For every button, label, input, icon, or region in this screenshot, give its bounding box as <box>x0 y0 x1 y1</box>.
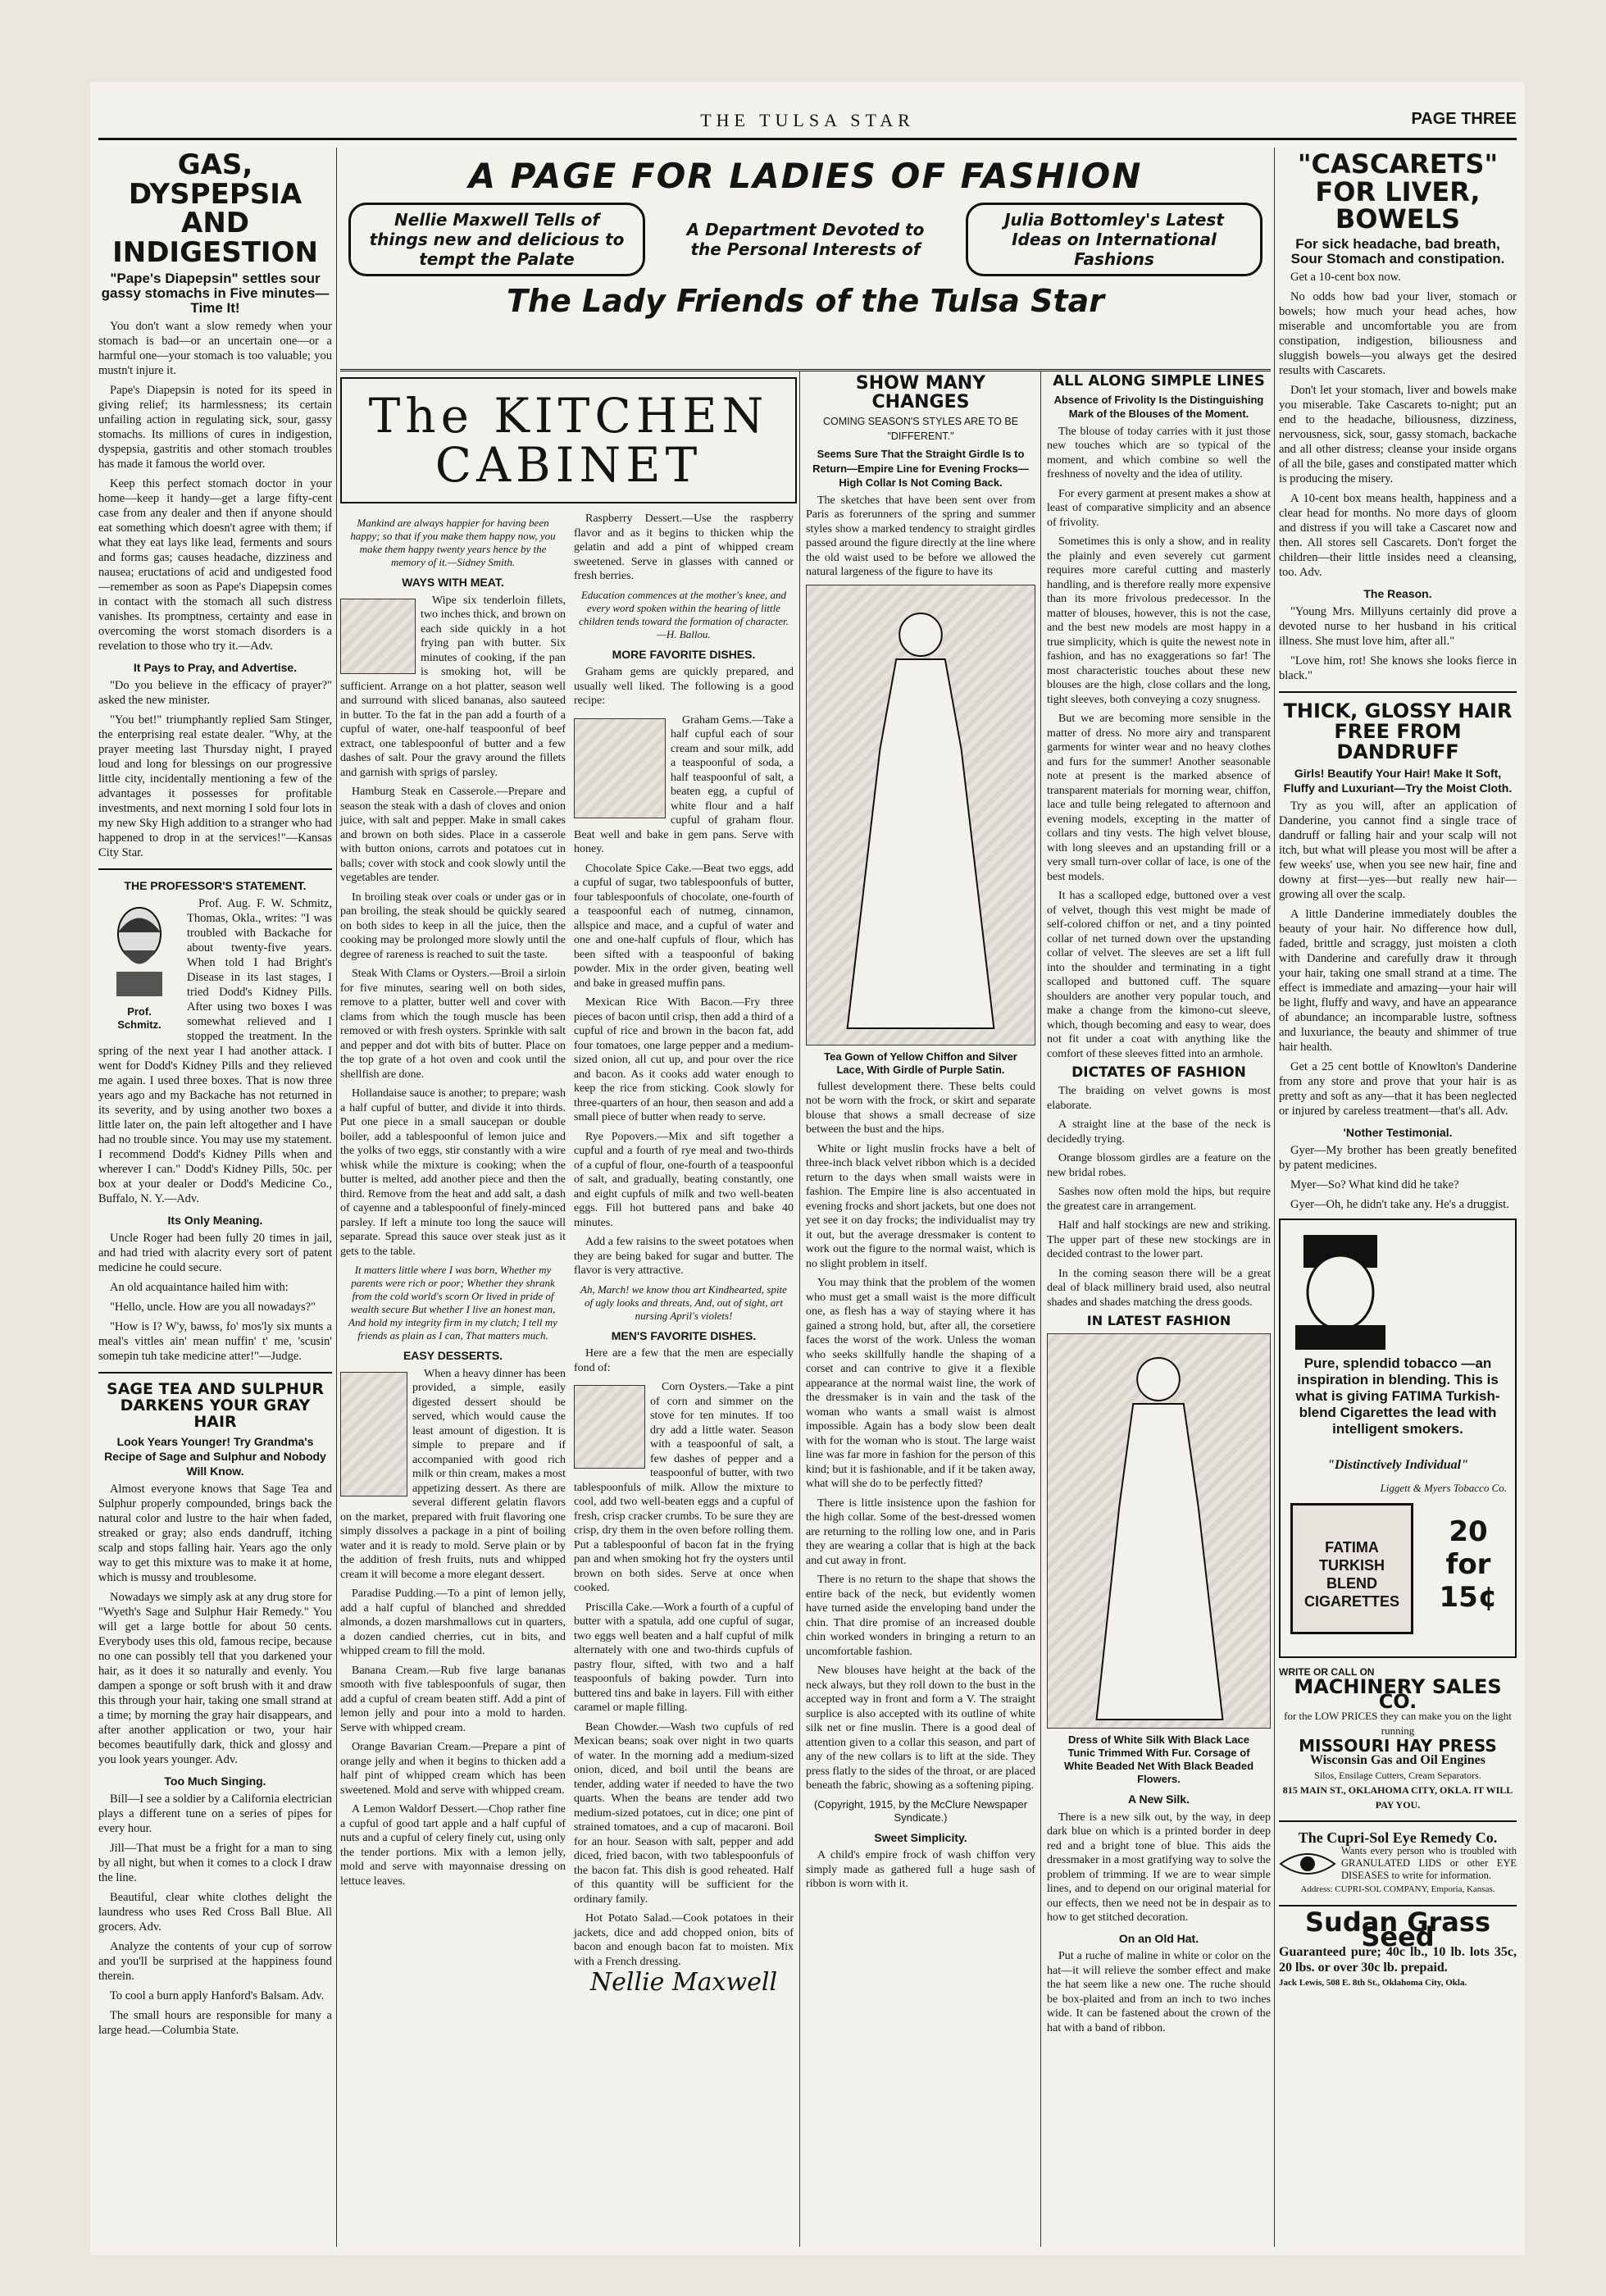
paragraph: Gyer—My brother has been greatly benefited by patent medicines. <box>1279 1144 1517 1173</box>
paragraph: You may think that the problem of the women who must get a small waist is the more difficult one, as flesh has a way of staying where it has gained a strong hold, but, after all, the corsetiere faces the worst of the work. Unless the woman who seeks skillfully handle the shaping of a corset and can contrive to give it a flexible appearance at the normal waist line, the work of the dressmaker is in vain and the task of the woman who wants a small waist is almost impossible. Again has a body slow been dealt with for the woman who is stout. The large waist line was far more in fashion for the person of this kind; but it is fashionable, and if it be taken away, what will she do to be perfectly fitted? <box>806 1277 1035 1491</box>
paragraph: Mexican Rice With Bacon.—Fry three pieces of bacon until crisp, then add a third of a cupful of rice and brown in the bacon fat, add four tomatoes, one large pepper and a medium-sized onion, all cut up, and pour over the rice and bacon. As it cooks add water enough to keep the rice from sticking. Cook slowly for three-quarters of an hour, then season and add a small piece of butter when ready to serve. <box>574 996 794 1123</box>
baking-illustration <box>574 718 666 818</box>
paragraph: Bill—I see a soldier by a California electrician plays a different tune on a series of pipes for every hour. <box>98 1792 332 1835</box>
fatima-text: Pure, splendid tobacco —an inspiration in blending. This is what is giving FATIMA Turkish-blend Cigarettes the lead with intelligent smokers. <box>1295 1355 1500 1437</box>
column-rule <box>1040 371 1041 2247</box>
headline-glossy-hair: THICK, GLOSSY HAIR FREE FROM DANDRUFF <box>1283 699 1513 764</box>
machinery-ad-line: Wisconsin Gas and Oil Engines <box>1310 1753 1485 1768</box>
sudan-grass-body: Guaranteed pure; 40c lb., 10 lb. lots 35c, 20 lbs. or over 30c lb. prepaid. <box>1279 1945 1517 1975</box>
paragraph: The braiding on velvet gowns is most elaborate. <box>1047 1085 1271 1112</box>
paragraph: fullest development there. These belts could not be worn with the frock, or skirt and separate blouse that shows a small decrease of size between the bust and the hips. <box>806 1080 1035 1137</box>
subheading: THE PROFESSOR'S STATEMENT. <box>124 878 307 892</box>
machinery-ad-title: MACHINERY SALES CO. <box>1294 1675 1502 1714</box>
banner-middle: A Department Devoted to the Personal Interests of <box>686 220 925 259</box>
column-rule <box>1274 148 1275 2247</box>
paragraph: Put a ruche of maline in white or color on the hat—it will relieve the somber effect and make the hat seem like a new one. The ruche should be box-plaited and from an inch to two inches wide. It can be fastened about the crown of the hat with a band of ribbon. <box>1047 1950 1271 2034</box>
newspaper-page <box>90 82 1525 2255</box>
subheading: MORE FAVORITE DISHES. <box>612 647 756 661</box>
smoker-portrait <box>1287 1227 1394 1350</box>
paragraph: A child's empire frock of wash chiffon very simply made as gathered full a huge sash of ribbon is worn with it. <box>806 1849 1035 1891</box>
paragraph: To cool a burn apply Hanford's Balsam. Adv. <box>110 1988 325 2002</box>
fatima-price: 20 for 15¢ <box>1439 1515 1498 1615</box>
paragraph: Hollandaise sauce is another; to prepare; wash a half cupful of butter, and divide it into thirds. Put one piece in a small saucepan or double boiler, add a tablespoonful of lemon juice and the yolks of two eggs, stir constantly with a wire whisk while the mixture is cooking; when the butter is melted, add another piece and then the third. Remove from the heat and add salt, a dash of cayenne and a tablespoonful of finely-minced parsley. If left a minute too long the sauce will separate. Spread this sauce over steak just as it gets to the table. <box>340 1087 566 1258</box>
divider <box>98 868 332 870</box>
paragraph: Hamburg Steak en Casserole.—Prepare and season the steak with a dash of cloves and onion juice, with salt and pepper. Make in small cakes and brown on both sides. Place in a casserole with button onions, carrots and potatoes cut in balls; cover with stock and cook slowly until the vegetables are tender. <box>340 786 566 884</box>
headline-dictates: DICTATES OF FASHION <box>1071 1064 1246 1082</box>
banner-right-pill: Julia Bottomley's Latest Ideas on International Fashions <box>966 203 1263 276</box>
subheading: EASY DESSERTS. <box>403 1349 503 1362</box>
signature: Nellie Maxwell <box>589 1968 778 1997</box>
cupri-sol-ad-title: The Cupri-Sol Eye Remedy Co. <box>1298 1829 1498 1847</box>
paragraph: Pape's Diapepsin is noted for its speed in giving relief; its harmlessness; its certain unfailing action in regulating sick, sour, gassy stomachs. Its millions of cures in indigestion, dyspepsia, gastritis and other stomach troubles has made it famous the world over. <box>98 383 332 471</box>
headline-latest-fashion: IN LATEST FASHION <box>1086 1313 1231 1329</box>
paragraph: New blouses have height at the back of the neck always, but they roll down to the bust in the accepted way in front and form a V. The straight surplice is also accepted with its outline of white silk net or fine muslin. There is a good deal of attention given to a collar this season, and part of any of the new collars is to lift at the side. They press flatly to the sides of the throat, or are placed beneath the fabric, showing as a softening piping. <box>806 1665 1035 1793</box>
machinery-ad-line: for the LOW PRICES they can make you on the light running <box>1284 1710 1512 1738</box>
column-right <box>1279 148 1517 2247</box>
subheading: The Reason. <box>1363 586 1432 600</box>
tea-gown-illustration <box>806 585 1035 1046</box>
section-columns <box>340 371 1271 2247</box>
copyright: (Copyright, 1915, by the McClure Newspaper Syndicate.) <box>813 1797 1028 1824</box>
kitchen-cabinet-logo: The KITCHEN CABINET <box>340 377 797 503</box>
subheading: 'Nother Testimonial. <box>1343 1126 1453 1140</box>
paragraph: A straight line at the base of the neck is decidedly trying. <box>1047 1118 1271 1146</box>
paragraph: Orange Bavarian Cream.—Prepare a pint of orange jelly and when it begins to thicken add a half pint of whipped cream which has been sweetened. Mold and serve with whipped cream. <box>340 1741 566 1797</box>
machinery-ad-line: Silos, Ensilage Cutters, Cream Separators. <box>1314 1770 1481 1782</box>
paragraph: Sometimes this is only a show, and in reality the plainly and even severely cut garment requires more careful cutting and masterly handling, and is therefore really more expensive than its more frivolous predecessor. In the matter of blouses, however, this is not the case, and the best new models are most happy in a true simplicity, which is quite the newest note in fashion, and has no exaggerations so far! The most characteristic touches about these new blouses are the high, close collars and the long, tight sleeves, both conveying a cozy snugness. <box>1047 535 1271 706</box>
sudan-grass-address: Jack Lewis, 508 E. 8th St., Oklahoma City, Okla. <box>1279 1978 1467 1988</box>
paragraph: In the coming season there will be a great deal of black millinery braid used, also neutral shades and shades matching the dress goods. <box>1047 1267 1271 1309</box>
show-many-changes-column <box>806 371 1035 2247</box>
paragraph: Analyze the contents of your cup of sorrow and you'll be surprised at the happiness found therein. <box>98 1939 332 1983</box>
subhead-sage: Look Years Younger! Try Grandma's Recipe of Sage and Sulphur and Nobody Will Know. <box>104 1434 326 1478</box>
subheading: Its Only Meaning. <box>167 1213 263 1227</box>
paragraph: "Young Mrs. Millyuns certainly did prove a devoted nurse to her husband in his critical illness. She must love him, after all." <box>1279 604 1517 648</box>
paragraph: "Hello, uncle. How are you all nowadays?" <box>110 1300 316 1314</box>
simple-lines-column <box>1047 371 1271 2247</box>
paragraph: The sketches that have been sent over from Paris as forerunners of the spring and summer styles show a marked tendency to straight girdles passed around the figure directly at the line where the old waist used to be before we allowed the natural largeness of the figure to have its <box>806 494 1035 579</box>
paragraph: No odds how bad your liver, stomach or bowels; how much your head aches, how miserable and uncomfortable you are from constipation, indigestion, biliousness and sluggish bowels—you always get the desired results with Cascarets. <box>1279 289 1517 377</box>
ladies-fashion-section <box>340 148 1271 2247</box>
cupri-sol-ad-body-row <box>1279 1845 1517 1882</box>
paragraph: Nowadays we simply ask at any drug store for "Wyeth's Sage and Sulphur Hair Remedy." You will get a large bottle for about 50 cents. Everybody uses this old, famous recipe, because no one can possibly tell that you darkened your hair, as it does it so naturally and evenly. You dampen a sponge or soft brush with it and draw this through your hair, taking one small strand at a time; by morning the gray hair disappears, and after another application or two, your hair becomes beautifully dark, thick and glossy and you look years younger. Adv. <box>98 1590 332 1766</box>
paragraph: Get a 10-cent box now. <box>1290 270 1401 284</box>
paragraph: The small hours are responsible for many a large head.—Columbia State. <box>98 2008 332 2037</box>
sudan-grass-title: Sudan Grass Seed <box>1305 1906 1490 1953</box>
column-left <box>98 148 332 2247</box>
paragraph: Chocolate Spice Cake.—Beat two eggs, add a cupful of sugar, two tablespoonfuls of butter, four tablespoonfuls of chocolate, one-fourth of a teaspoonful each of nutmeg, cinnamon, allspice and mace, and a cupful of water and one and one-half cupfuls of flour, which has been sifted with a teaspoonful of baking powder. Mix in the order given, beating well and bake in greased muffin pans. <box>574 862 794 990</box>
fatima-pack: FATIMA TURKISH BLEND CIGARETTES <box>1290 1503 1413 1634</box>
column-rule <box>336 148 337 2247</box>
paragraph: Here are a few that the men are especially fond of: <box>574 1347 794 1374</box>
divider <box>1279 1820 1517 1822</box>
paragraph: "How is I? W'y, bawss, fo' mos'ly six munts a meal's vittles ain' mean nuffin' t' me, 'scusin' somepin tuh take medicine atter!"—Judge. <box>98 1319 332 1363</box>
paragraph: The blouse of today carries with it just those new touches which are so typical of the moment, and which combine so well the freshness of novelty and the idea of utility. <box>1047 425 1271 481</box>
paragraph: Beautiful, clear white clothes delight the laundress who uses Red Cross Ball Blue. All grocers. Adv. <box>98 1890 332 1934</box>
pitcher-illustration <box>340 1372 407 1496</box>
subhead-papes: "Pape's Diapepsin" settles sour gassy stomachs in Five minutes—Time It! <box>101 270 330 316</box>
paragraph: An old acquaintance hailed him with: <box>110 1280 289 1294</box>
kitchen-poem: It matters little where I was born, Whether my parents were rich or poor; Whether they shrank from the cold world's scorn Or lived in pride of wealth secure But whether I live an honest man, And hold my integrity firm in my clutch; I tell my friends as plain as I can, That matters much. <box>348 1264 557 1342</box>
paragraph: Uncle Roger had been fully 20 times in jail, and had tried with alacrity every sort of patent medicine he could secure. <box>98 1231 332 1274</box>
paragraph: White or light muslin frocks have a belt of three-inch black velvet ribbon which is a decided return to the days when small waists were in fashion. The Empire line is also accentuated in evening frocks and short jackets, but one does not yet see it on day frocks; the individualist may try it out, but the average dressmaker is content to work out the figure to the normal waist, which is no slight problem in itself. <box>806 1142 1035 1270</box>
paragraph: Try as you will, after an application of Danderine, you cannot find a single trace of dandruff or falling hair and your scalp will not itch, but what will please you most will be after a few weeks' use, when you see new hair, fine and downy at first—yes—but really new hair—growing all over the scalp. <box>1279 800 1517 902</box>
paragraph: A 10-cent box means health, happiness and a clear head for months. No more days of gloom and distress if you will take a Cascaret now and then. All stores sell Cascarets. Don't forget the children—their little insides need a cleansing, too. Adv. <box>1279 491 1517 579</box>
paragraph: But we are becoming more sensible in the matter of dress. No more airy and transparent garments for winter wear and no heavy clothes and furs for the summer! Another seasonable note at present is the marked absence of transparent materials for morning wear, chiffon, lace and tulle being relegated to afternoon and evening models, excepting in the matter of collars and tiny vests. The high velvet blouse, with long sleeves and an upstanding frill or a very small turn-over collar of lace, is one of the best models. <box>1047 713 1271 883</box>
divider <box>98 1372 332 1374</box>
frying-pan-illustration <box>340 599 416 674</box>
subheading: Sweet Simplicity. <box>874 1830 967 1844</box>
paragraph: Banana Cream.—Rub five large bananas smooth with five tablespoonfuls of sugar, then add a cupful of cream beaten stiff. Add a pint of lemon jelly and pour into a mold to harden. Serve with whipped cream. <box>340 1664 566 1734</box>
paragraph: You don't want a slow remedy when your stomach is bad—or an uncertain one—or a harmful one—your stomach is too valuable; you mustn't injure it. <box>98 319 332 377</box>
paragraph: Jill—That must be a fright for a man to sing by all night, but when it comes to a clock I draw the line. <box>98 1841 332 1884</box>
paragraph: Graham Gems.—Take a half cupful each of sour cream and sour milk, add a teaspoonful of soda, a half teaspoonful of salt, a beaten egg, a cupful of white flour and a half cupful of graham flour. Beat well and bake in gem pans. Serve with honey. <box>574 713 794 855</box>
march-poem: Ah, March! we know thou art Kindhearted, spite of ugly looks and threats, And, out of sight, art nursing April's violets! <box>580 1282 787 1322</box>
fatima-slogan: "Distinctively Individual" <box>1327 1458 1468 1473</box>
subheading: A New Silk. <box>1128 1793 1190 1806</box>
paragraph: Rye Popovers.—Mix and sift together a cupful and a fourth of rye meal and two-thirds of a cupful of flour, one-fourth of a teaspoonful of salt, and gradually, beating constantly, one and eight cupfuls of milk and two well-beaten eggs. Fill hot buttered pans and bake 40 minutes. <box>574 1130 794 1229</box>
banner-title: A PAGE FOR LADIES OF FASHION <box>468 156 1143 196</box>
banner-left-pill: Nellie Maxwell Tells of things new and delicious to tempt the Palate <box>348 203 645 276</box>
spacer <box>574 371 794 512</box>
paragraph: Steak With Clams or Oysters.—Broil a sirloin for five minutes, searing well on both sides, remove to a platter, butter well and cover with clams from which the tough muscle has been removed or with fresh oysters. Sprinkle with salt and pepper and dot with bits of butter. Place on the top grate of a hot oven and cook until the shellfish are done. <box>340 968 566 1081</box>
dress-caption: Dress of White Silk With Black Lace Tunic Trimmed With Fur. Corsage of White Beaded Net With Black Beaded Flowers. <box>1063 1733 1254 1786</box>
paragraph: Gyer—Oh, he didn't take any. He's a druggist. <box>1290 1198 1509 1212</box>
divider <box>1279 691 1517 693</box>
page-number: PAGE THREE <box>1411 110 1517 128</box>
paragraph: Orange blossom girdles are a feature on the new bridal robes. <box>1047 1152 1271 1179</box>
paragraph: Add a few raisins to the sweet potatoes when they are being baked for sugar and butter. The flavor is very attractive. <box>574 1236 794 1277</box>
masthead <box>98 105 1517 140</box>
headline-gas-dyspepsia: GAS, DYSPEPSIA AND INDIGESTION <box>112 148 318 270</box>
gown-caption: Tea Gown of Yellow Chiffon and Silver Lace, With Girdle of Purple Satin. <box>824 1050 1017 1076</box>
fatima-ad <box>1279 1219 1517 1658</box>
paragraph: There is little insistence upon the fashion for the high collar. Some of the best-dressed women are returning to the rolling low one, and in Paris they are wearing a collar that is high at the back and cut away in front. <box>806 1496 1035 1567</box>
subhead: COMING SEASON'S STYLES ARE TO BE "DIFFERENT." <box>822 416 1019 442</box>
subheading: It Pays to Pray, and Advertise. <box>133 660 298 674</box>
paragraph: Hot Potato Salad.—Cook potatoes in their jackets, dice and add chopped onion, bits of bacon and enough bacon fat to moisten. Mix with a French dressing. <box>574 1912 794 1968</box>
paragraph: A little Danderine immediately doubles the beauty of your hair. No difference how dull, faded, brittle and scraggy, just moisten a cloth with Danderine and carefully draw it through your hair, taking one small strand at a time. The effect is immediate and amazing—your hair will be light, fluffy and wavy, and have an appearance of abundance; an incomparable lustre, softness and luxuriance, the beauty and shimmer of true hair health. <box>1279 908 1517 1055</box>
machinery-ad-line: 815 MAIN ST., OKLAHOMA CITY, OKLA. IT WILL PAY YOU. <box>1282 1784 1513 1811</box>
dress-figure <box>1048 1334 1270 1728</box>
cupri-sol-ad-body: Wants every person who is troubled with GRANULATED LIDS or other EYE DISEASES to write for information. <box>1341 1845 1517 1882</box>
paragraph: Priscilla Cake.—Work a fourth of a cupful of butter with a spatula, add one cupful of sugar, two eggs well beaten and a half cupful of milk alternately with one and two-thirds cupfuls of pastry flour, sifted, with two and a half teaspoonfuls of baking powder. Turn into buttered tins and bake in layers. Fill with either caramel or maple filling. <box>574 1601 794 1714</box>
subhead: Seems Sure That the Straight Girdle Is to Return—Empire Line for Evening Frocks—High Collar Is Not Coming Back. <box>812 448 1029 490</box>
education-quote: Education commences at the mother's knee, and every word spoken within the hearing of little children tends toward the formation of character.—H. Ballou. <box>579 588 789 640</box>
headline-cascarets: "CASCARETS" FOR LIVER, BOWELS <box>1297 148 1499 235</box>
paragraph: Keep this perfect stomach doctor in your home—keep it handy—get a large fifty-cent case from any dealer and then if anyone should eat something which doesn't agree with them; if what they eat lays like lead, ferments and sours and forms gas; causes headache, dizziness and nausea; eructations of acid and undigested food—remember as soon as Pape's Diapepsin comes in contact with the stomach all such distress vanishes. Its promptness, certainty and ease in overcoming the worst stomach disorders is a revelation to those who try it.—Adv. <box>98 476 332 653</box>
paragraph: Half and half stockings are new and striking. The upper part of these new stockings are in decided contrast to the lower part. <box>1047 1219 1271 1261</box>
silk-dress-illustration <box>1047 1333 1271 1729</box>
paragraph: "Do you believe in the efficacy of prayer?" asked the new minister. <box>98 678 332 707</box>
paragraph: "You bet!" triumphantly replied Sam Stinger, the enterprising real estate dealer. "Why, at the prayer meeting last Thursday night, I prayed loud and long for blessings on our progressive little city, incidentally mentioning a few of the advantages it possesses for profitable investments, and next morning I sold four lots in my new Sky High addition to a stranger who had happened to drop in at the services!"—Kansas City Star. <box>98 713 332 859</box>
machinery-ad-line: MISSOURI HAY PRESS <box>1299 1736 1497 1756</box>
paragraph: Paradise Pudding.—To a pint of lemon jelly, add a half cupful of blanched and shredded almonds, a dozen marshmallows cut in quarters, a dozen candied cherries, cut in bits, and whipped cream to fill the mold. <box>340 1588 566 1657</box>
paragraph: It has a scalloped edge, buttoned over a vest of velvet, though this vest might be made of self-colored chiffon or net, and a tiny pointed collar of net turned down over the upstanding collar of velvet. The sleeves are set a lift full into the shoulder and terminating in a tight scalloped and buttoned cuff. The square shoulders are another very popular touch, and make a change from the kimono-cut sleeve, which, though becoming and easy to wear, does not fit under a coat with anything like the comfort of these sleeves fitted into an armhole. <box>1047 890 1271 1060</box>
paragraph: "Love him, rot! She knows she looks fierce in black." <box>1279 654 1517 682</box>
paragraph: A Lemon Waldorf Dessert.—Chop rather fine a cupful of good tart apple and a half cupful of nuts and a cupful of celery finely cut, using only the tender portions. Mix with a lemon jelly, mold and serve with mayonnaise dressing on lettuce leaves. <box>340 1803 566 1888</box>
kitchen-quote: Mankind are always happier for having been happy; so that if you make them happy now, you make them happy twenty years hence by the memory of it.—Sidney Smith. <box>350 517 556 568</box>
paragraph: When a heavy dinner has been provided, a simple, easily digested dessert should be served, which would cause the least amount of digestion. It is simple to prepare and if accompanied with good rich milk or thin cream, makes a most appetizing dessert. As there are several different gelatin flavors on the market, prepared with fruit flavoring one simply dissolves a package in a pint of boiling water and it is ready to mold. Serve plain or by the addition of fresh fruits, nuts and whipped cream it will become a more elegant dessert. <box>340 1367 566 1581</box>
cupri-sol-ad-address: Address: CUPRI-SOL COMPANY, Emporia, Kansas. <box>1300 1884 1495 1895</box>
headline-show-many-changes: SHOW MANY CHANGES <box>855 373 986 413</box>
paragraph: Myer—So? What kind did he take? <box>1290 1178 1459 1192</box>
paragraph: Wipe six tenderloin fillets, two inches thick, and brown on each side quickly in a hot frying pan with butter. Six minutes of cooking, if the pan is smoking hot, will be sufficient. Arrange on a hot platter, season well and surround with sliced bananas, also sauteed in butter. To the fat in the pan add a fourth of a cupful of water, one-half teaspoonful of beef extract, one tablespoonful of butter and a few dashes of salt. Pour the gravy around the fillets and garnish with sprigs of parsley. <box>340 594 566 779</box>
banner-row <box>348 203 1263 276</box>
paragraph: In broiling steak over coals or under gas or in pan broiling, the steak should be quickly seared on both sides to keep in all the juice, then the cooking may be prolonged more slowly until the degree of rareness is reached to suit the taste. <box>340 891 566 961</box>
subheading: On an Old Hat. <box>1118 1931 1199 1945</box>
plant-illustration <box>574 1385 645 1469</box>
paragraph: Don't let your stomach, liver and bowels make you miserable. Take Cascarets to-night; put an end to the headache, biliousness, dizziness, nervousness, sick, sour, gassy stomach, backache and all other distress; cleanse your inside organs of all the bile, gases and constipated matter which is producing the misery. <box>1279 383 1517 485</box>
paragraph: Sashes now often mold the hips, but require the greatest care in arrangement. <box>1047 1186 1271 1213</box>
subheading: WAYS WITH MEAT. <box>402 576 504 589</box>
portrait-image <box>98 900 180 998</box>
paragraph: There is no return to the shape that shows the entire back of the neck, but evidently women have turned aside the enveloping band under the chin. That dire promise of an increased double chin worked wonders in bringing a return to an uncomfortable fashion. <box>806 1574 1035 1658</box>
portrait-caption: Prof. Schmitz. <box>117 1004 162 1031</box>
kitchen-column-b <box>574 371 794 2247</box>
column-rule <box>799 371 800 2247</box>
section-banner <box>340 156 1271 371</box>
subhead: Absence of Frivolity Is the Distinguishing Mark of the Blouses of the Moment. <box>1053 393 1264 421</box>
eye-icon <box>1279 1849 1336 1879</box>
subhead-hair: Girls! Beautify Your Hair! Make It Soft, Fluffy and Luxuriant—Try the Moist Cloth. <box>1283 767 1513 795</box>
banner-subtitle: The Lady Friends of the Tulsa Star <box>506 283 1105 319</box>
portrait-box <box>98 900 180 1035</box>
paragraph: Prof. Aug. F. W. Schmitz, Thomas, Okla., writes: "I was troubled with Backache for about twenty-five years. When told I had Bright's Disease in its last stages, I tried Dodd's Kidney Pills. After using two boxes I was somewhat relieved and I stopped the treatment. In the spring of the next year I had another attack. I went for Dodd's Kidney Pills and they relieved me again. I used three boxes. That is now three years ago and my Backache has not returned in its severity, and by using another two boxes a little later on, the pain left altogether and I have had no trouble since. You may use my statement. I recommend Dodd's Kidney Pills when and wherever I can." Dodd's Kidney Pills, 50c. per box at your dealer or Dodd's Medicine Co., Buffalo, N. Y.—Adv. <box>98 896 332 1205</box>
paragraph: Raspberry Dessert.—Use the raspberry flavor and as it begins to thicken whip the gelatin and add a pint of whipped cream sweetened. Serve in glasses with canned or fresh berries. <box>574 512 794 582</box>
fatima-maker: Liggett & Myers Tobacco Co. <box>1380 1482 1507 1495</box>
paragraph: Graham gems are quickly prepared, and usually well liked. The following is a good recipe: <box>574 666 794 707</box>
headline-sage-tea: SAGE TEA AND SULPHUR DARKENS YOUR GRAY HAIR <box>107 1379 324 1431</box>
ad-pre: WRITE OR CALL ON <box>1279 1666 1375 1679</box>
subhead-cascarets: For sick headache, bad breath, Sour Stomach and constipation. <box>1290 235 1505 266</box>
subheading: Too Much Singing. <box>164 1774 266 1788</box>
paragraph: For every garment at present makes a show at least of comparative simplicity and an absence of frivolity. <box>1047 487 1271 529</box>
paragraph: There is a new silk out, by the way, in deep dark blue on which is a printed border in deep red and a bright tone of blue. This aids the dressmaker in a most gratifying way to solve the problem of trimming. If we are to wear simple lines, and to depend on our original material for our effects, then we need not be in despair as to how to get stitched decoration. <box>1047 1811 1271 1925</box>
headline-simple-lines: ALL ALONG SIMPLE LINES <box>1053 372 1265 390</box>
paragraph: Almost everyone knows that Sage Tea and Sulphur properly compounded, brings back the natural color and lustre to the hair when faded, streaked or gray; also ends dandruff, itching scalp and stops falling hair. Years ago the only way to get this mixture was to make it at home, which is mussy and troublesome. <box>98 1482 332 1584</box>
paragraph: Corn Oysters.—Take a pint of corn and simmer on the stove for ten minutes. If too dry add a little water. Season with a teaspoonful of salt, a few dashes of pepper and a teaspoonful of butter, with two tablespoonfuls of milk. Allow the mixture to cool, add two well-beaten eggs and a cupful of fresh, crisp cracker crumbs. To be sure they are crisp, dry them in the oven before rolling them. Put a tablespoonful of bacon fat in the frying pan and when smoking hot fry the oysters until brown on both sides. Serve at once when cooked. <box>574 1381 794 1594</box>
subheading: MEN'S FAVORITE DISHES. <box>611 1328 757 1342</box>
paper-name: THE TULSA STAR <box>700 110 915 130</box>
gown-figure <box>807 585 1035 1045</box>
paragraph: Get a 25 cent bottle of Knowlton's Danderine from any store and prove that your hair is as pretty and soft as any—that it has been neglected or injured by careless treatment—that's all. Adv. <box>1279 1060 1517 1118</box>
paragraph: Bean Chowder.—Wash two cupfuls of red Mexican beans; soak over night in two quarts of water. In the morning add a medium-sized onion, diced, and boil until the beans are tender, adding water if needed to have the two quarts. When the beans are tender add two medium-sized potatoes, cut in dice; one pint of strained tomatoes, and a cup of macaroni. Boil for an hour. Season with salt, pepper and add diced, fried bacon, with two tablespoonfuls of the bacon fat. This dish is good reheated. Half of this quantity will be sufficient for the ordinary family. <box>574 1720 794 1906</box>
